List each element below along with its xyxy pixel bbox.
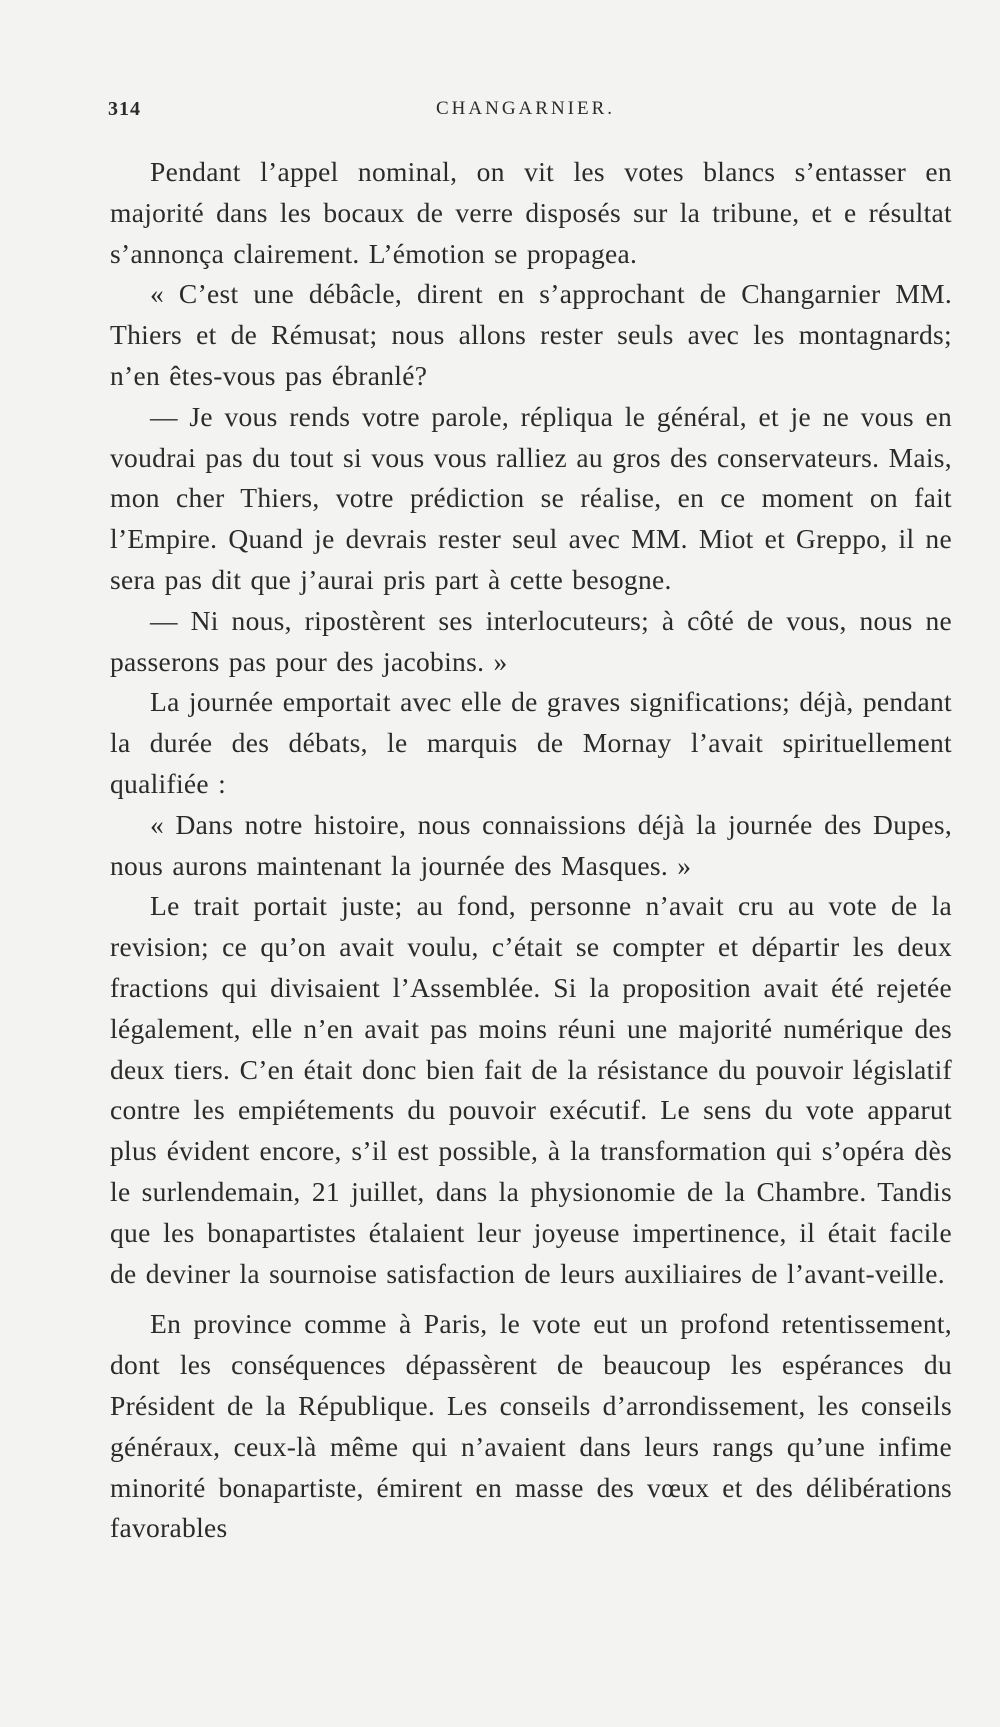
paragraph-appel-nominal: Pendant l’appel nominal, on vit les votes blancs s’entasser en majorité dans les bocaux de verre disposés sur la tribune, et e résultat s’annonça clairement. L’émotion se propagea. — [110, 156, 952, 269]
paragraph-general-reply: — Je vous rends votre parole, répliqua le général, et je ne vous en voudrai pas du tout si vous vous ralliez au gros des conservateurs. Mais, mon cher Thiers, votre prédiction se réalise, en ce moment on fait l’Empire. Quand je devrais rester seul avec MM. Miot et Greppo, il ne sera pas dit que j’aurai pris part à cette besogne. — [110, 400, 952, 595]
paragraph-journee: La journée emportait avec elle de graves significations; déjà, pendant la durée des débats, le marquis de Mornay l’avait spirituellement qualifiée : — [110, 686, 952, 799]
paragraph-interlocutors-reply: — Ni nous, ripostèrent ses interlocuteurs; à côté de vous, nous ne passerons pas pour des jacobins. » — [110, 604, 952, 677]
paragraph-province: En province comme à Paris, le vote eut un profond retentissement, dont les conséquences dépassèrent de beaucoup les espérances du Président de la République. Les conseils d’arrondissement, les conseils généraux, ceux-là même qui n’avaient dans leurs rangs qu’une infime minorité bonapartiste, émirent en masse des vœux et des délibérations favorables — [110, 1308, 952, 1544]
page-header — [108, 98, 948, 128]
paragraph-mornay-quote: « Dans notre histoire, nous connaissions déjà la journée des Dupes, nous aurons maintenant la journée des Masques. » — [110, 808, 952, 881]
body-text — [110, 152, 952, 1549]
running-title: CHANGARNIER. — [436, 98, 616, 119]
page-number: 314 — [108, 98, 141, 120]
paragraph-trait-portait: Le trait portait juste; au fond, personne n’avait cru au vote de la revision; ce qu’on avait voulu, c’était se compter et départir les deux fractions qui divisaient l’Assemblée. Si la proposition avait été rejetée légalement, elle n’en avait pas moins réuni une majorité numérique des deux tiers. C’en était donc bien fait de la résistance du pouvoir législatif contre les empiétements du pouvoir exécutif. Le sens du vote apparut plus évident encore, s’il est possible, à la transformation qui s’opéra dès le surlendemain, 21 juillet, dans la physionomie de la Chambre. Tandis que les bonapartistes étalaient leur joyeuse impertinence, il était facile de deviner la sournoise satisfaction de leurs auxiliaires de l’avant-veille. — [110, 890, 952, 1289]
paragraph-debacle-quote: « C’est une débâcle, dirent en s’approchant de Changarnier MM. Thiers et de Rémusat; nous allons rester seuls avec les montagnards; n’en êtes-vous pas ébranlé? — [110, 278, 952, 391]
